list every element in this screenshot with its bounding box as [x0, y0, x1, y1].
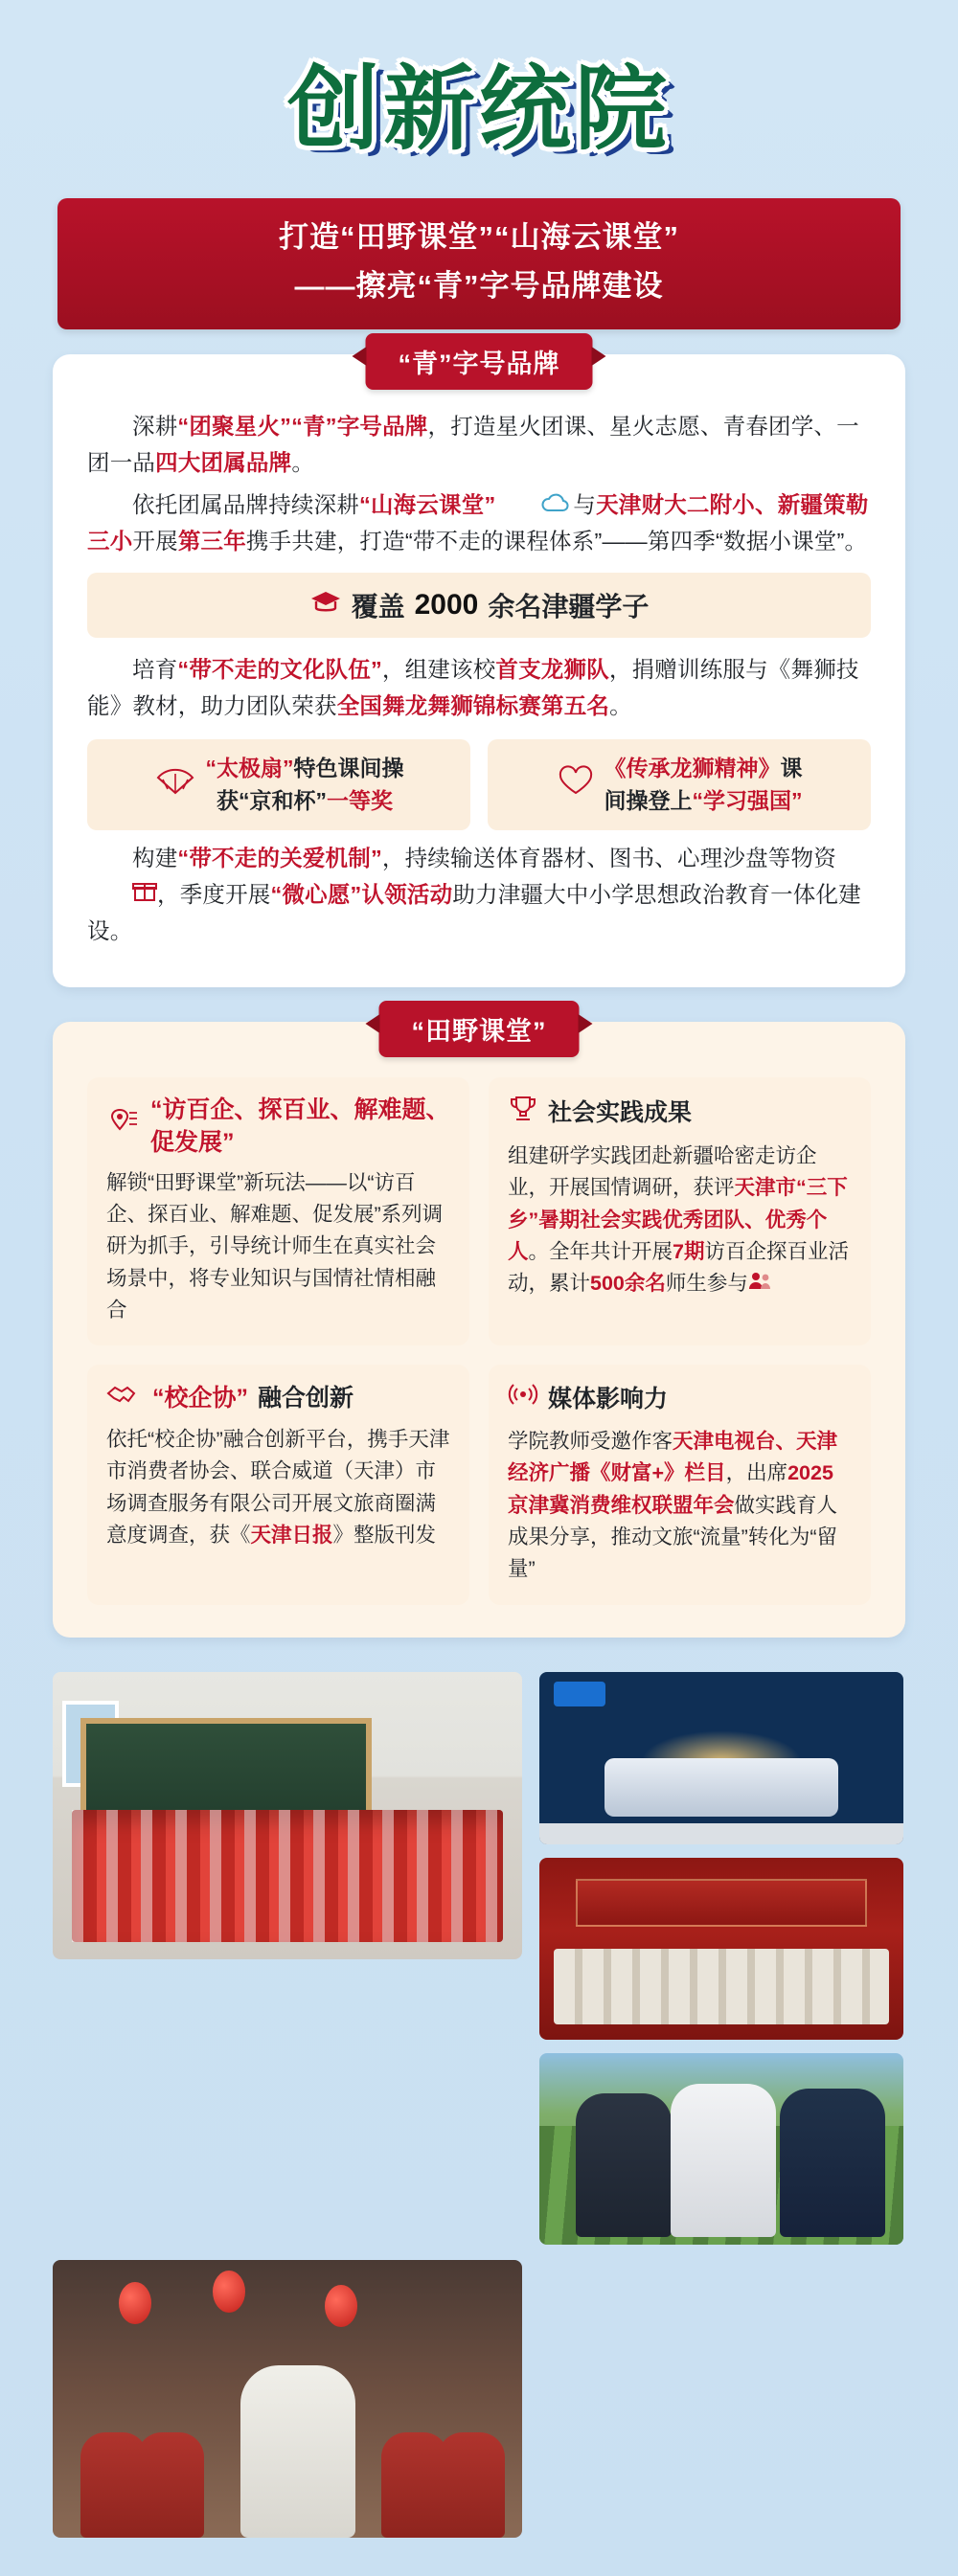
highlight-text: “太极扇”: [205, 756, 294, 781]
text: ，打造星火团课、星火志愿、青春团学、一团一品: [87, 414, 859, 476]
subcard-school-enterprise: [87, 1365, 469, 1604]
subcard-media-influence: [489, 1365, 871, 1604]
highlight-text: 第三年: [177, 529, 246, 554]
person-decor: [576, 2093, 672, 2237]
text: 依托团属品牌持续深耕: [132, 492, 359, 518]
text: 学院教师受邀作客: [508, 1430, 673, 1454]
subcard-heading-text: “访百企、探百业、解难题、促发展”: [150, 1096, 450, 1156]
handshake-icon: [106, 1382, 143, 1416]
broadcast-icon: [508, 1382, 538, 1418]
subcard-heading-rest: 融合创新: [258, 1385, 354, 1412]
text: 携手共建，打造“带不走的课程体系”——第四季“数据小课堂”。: [245, 529, 868, 554]
lantern-decor: [213, 2271, 245, 2313]
headline-line-1: 打造“田野课堂”“山海云课堂”: [279, 220, 679, 254]
section-qing-brand: [53, 350, 905, 987]
photo-gallery: [53, 1672, 905, 2538]
text: 。: [609, 693, 632, 719]
coverage-number: 2000: [414, 589, 479, 621]
section-title-qing-brand: “青”字号品牌: [366, 333, 593, 390]
subcard-visit-enterprises: [87, 1077, 469, 1345]
photo-tv-studio-interview: [539, 1672, 903, 1844]
text: ，捐赠训练服与《舞狮技能》教材，助力团队荣获: [87, 657, 859, 719]
text: 深耕: [132, 414, 178, 439]
text: 依托“校企协”融合创新平台，携手天津市消费者协会、联合威道（天津）市场调查服务有限公司开展文旅商圈满意度调查，获《: [106, 1428, 450, 1547]
text: 获“京和杯”: [217, 787, 327, 813]
text: ，持续输送体育器材、图书、心理沙盘等物资: [381, 846, 836, 871]
text: ，出席: [725, 1461, 788, 1485]
section-title-field-classroom: “田野课堂”: [379, 1001, 580, 1057]
map-pin-icon: [106, 1107, 141, 1147]
highlight-text: “带不走的关爱机制”: [177, 846, 382, 871]
paragraph-2: [87, 486, 871, 559]
highlight-text: “带不走的文化队伍”: [177, 657, 382, 683]
subcard-body: [106, 1167, 450, 1327]
photo-classroom-activity: [53, 2260, 522, 2538]
teacher-decor: [240, 2365, 355, 2538]
highlight-text: 一等奖: [327, 787, 393, 813]
photo-award-ceremony-stage: [539, 1858, 903, 2040]
achievement-dragon-lion-spirit: [488, 739, 871, 830]
subcard-social-practice-results: [489, 1077, 871, 1345]
page-title: 创新统院: [287, 56, 671, 163]
heart-icon: [557, 764, 595, 805]
photo-classroom-award-group: [53, 1672, 522, 1959]
subcard-body: [508, 1141, 852, 1300]
highlight-text: “团聚星火”“青”字号品牌: [177, 414, 428, 439]
lower-third-decor: [539, 1823, 903, 1844]
highlight-text: “学习强国”: [692, 787, 803, 813]
paragraph-1: [87, 408, 871, 481]
highlight-text: 首支龙狮队: [495, 657, 609, 683]
text: 课: [780, 756, 803, 781]
lantern-decor: [325, 2285, 357, 2327]
text: 开展: [132, 529, 178, 554]
subcard-heading: [508, 1095, 852, 1133]
text: 》整版刊发: [332, 1524, 437, 1547]
text: 特色课间操: [293, 756, 404, 781]
subcard-heading: [106, 1382, 450, 1416]
subcard-heading-text: “校企协”: [152, 1385, 249, 1412]
paragraph-3: [87, 651, 871, 724]
highlight-text: 四大团属品牌: [155, 450, 292, 476]
highlight-text: 7期: [673, 1239, 705, 1263]
child-decor: [438, 2432, 505, 2538]
photo-right-column: [539, 1672, 903, 2245]
text: 构建: [132, 846, 178, 871]
trophy-icon: [508, 1095, 538, 1133]
person-decor: [780, 2089, 885, 2237]
participants-decor: [554, 1949, 889, 2025]
paragraph-4: [87, 840, 871, 949]
headline-banner: [57, 198, 901, 329]
subcard-heading: [106, 1095, 450, 1160]
subcard-heading: [508, 1382, 852, 1418]
text: 间操登上: [604, 787, 693, 813]
child-decor: [137, 2432, 204, 2538]
achievement-taiji-fan: [87, 739, 470, 830]
text: ，组建该校: [381, 657, 496, 683]
text: 与: [573, 492, 597, 518]
stage-banner-decor: [576, 1879, 867, 1926]
highlight-text: 2025京津冀消费维权联盟年会: [508, 1461, 833, 1517]
section-field-classroom: [53, 1017, 905, 1637]
photo-field-research-farmland: [539, 2053, 903, 2245]
text: 解锁“田野课堂”新玩法——以“访百企、探百业、解难题、促发展”系列调研为抓手，引导统计师生在真实社会场景中，将专业知识与国情社情相融合: [106, 1170, 444, 1322]
highlight-text: 全国舞龙舞狮锦标赛第五名: [336, 693, 610, 719]
highlight-text: 天津市“三下乡”暑期社会实践优秀团队、优秀个人: [508, 1176, 848, 1263]
graduation-cap-icon: [309, 588, 342, 623]
highlight-text: 500余名: [590, 1272, 666, 1296]
tv-logo-decor: [554, 1682, 605, 1706]
cloud-icon: [495, 486, 573, 523]
students-decor: [72, 1810, 504, 1942]
subcard-heading-text: 媒体影响力: [548, 1386, 669, 1413]
studio-desk-decor: [604, 1758, 837, 1817]
text: 组建研学实践团赴新疆哈密走访企业，开展国情调研，获评: [508, 1144, 817, 1200]
fan-icon: [154, 764, 196, 805]
text: 培育: [132, 657, 178, 683]
highlight-text: “微心愿”认领活动: [270, 882, 453, 908]
lantern-decor: [119, 2282, 151, 2324]
subcard-heading-text: 社会实践成果: [548, 1099, 693, 1127]
blackboard-decor: [80, 1718, 372, 1816]
subcard-body: [106, 1424, 450, 1551]
highlight-text: 天津财大二附小、新疆策勒三小: [87, 492, 869, 554]
gift-icon: [87, 876, 157, 913]
text: 。全年共计开展: [528, 1239, 673, 1263]
coverage-prefix: 覆盖: [351, 592, 405, 622]
highlight-text: 天津电视台、天津经济广播《财富+》栏目: [508, 1430, 838, 1485]
headline-line-2: ——擦亮“青”字号品牌建设: [294, 268, 664, 303]
text: 师生参与: [665, 1272, 748, 1296]
subcard-grid: [87, 1077, 871, 1604]
text: ，季度开展: [157, 882, 271, 908]
text: 做实践育人成果分享，推动文旅“流量”转化为“留量”: [508, 1493, 838, 1581]
highlight-text: 《传承龙狮精神》: [604, 756, 781, 781]
text: 访百企探百业活动，累计: [508, 1239, 850, 1296]
people-icon: [748, 1268, 773, 1299]
text: 助力津疆大中小学思想政治教育一体化建设。: [87, 882, 861, 944]
person-decor: [671, 2084, 776, 2237]
achievement-strips: [87, 739, 871, 830]
text: 。: [291, 450, 315, 476]
highlight-text: “山海云课堂”: [359, 492, 496, 518]
subcard-body: [508, 1426, 852, 1586]
coverage-strip: [87, 573, 871, 638]
coverage-suffix: 余名津疆学子: [488, 592, 650, 622]
highlight-text: 天津日报: [250, 1524, 333, 1547]
